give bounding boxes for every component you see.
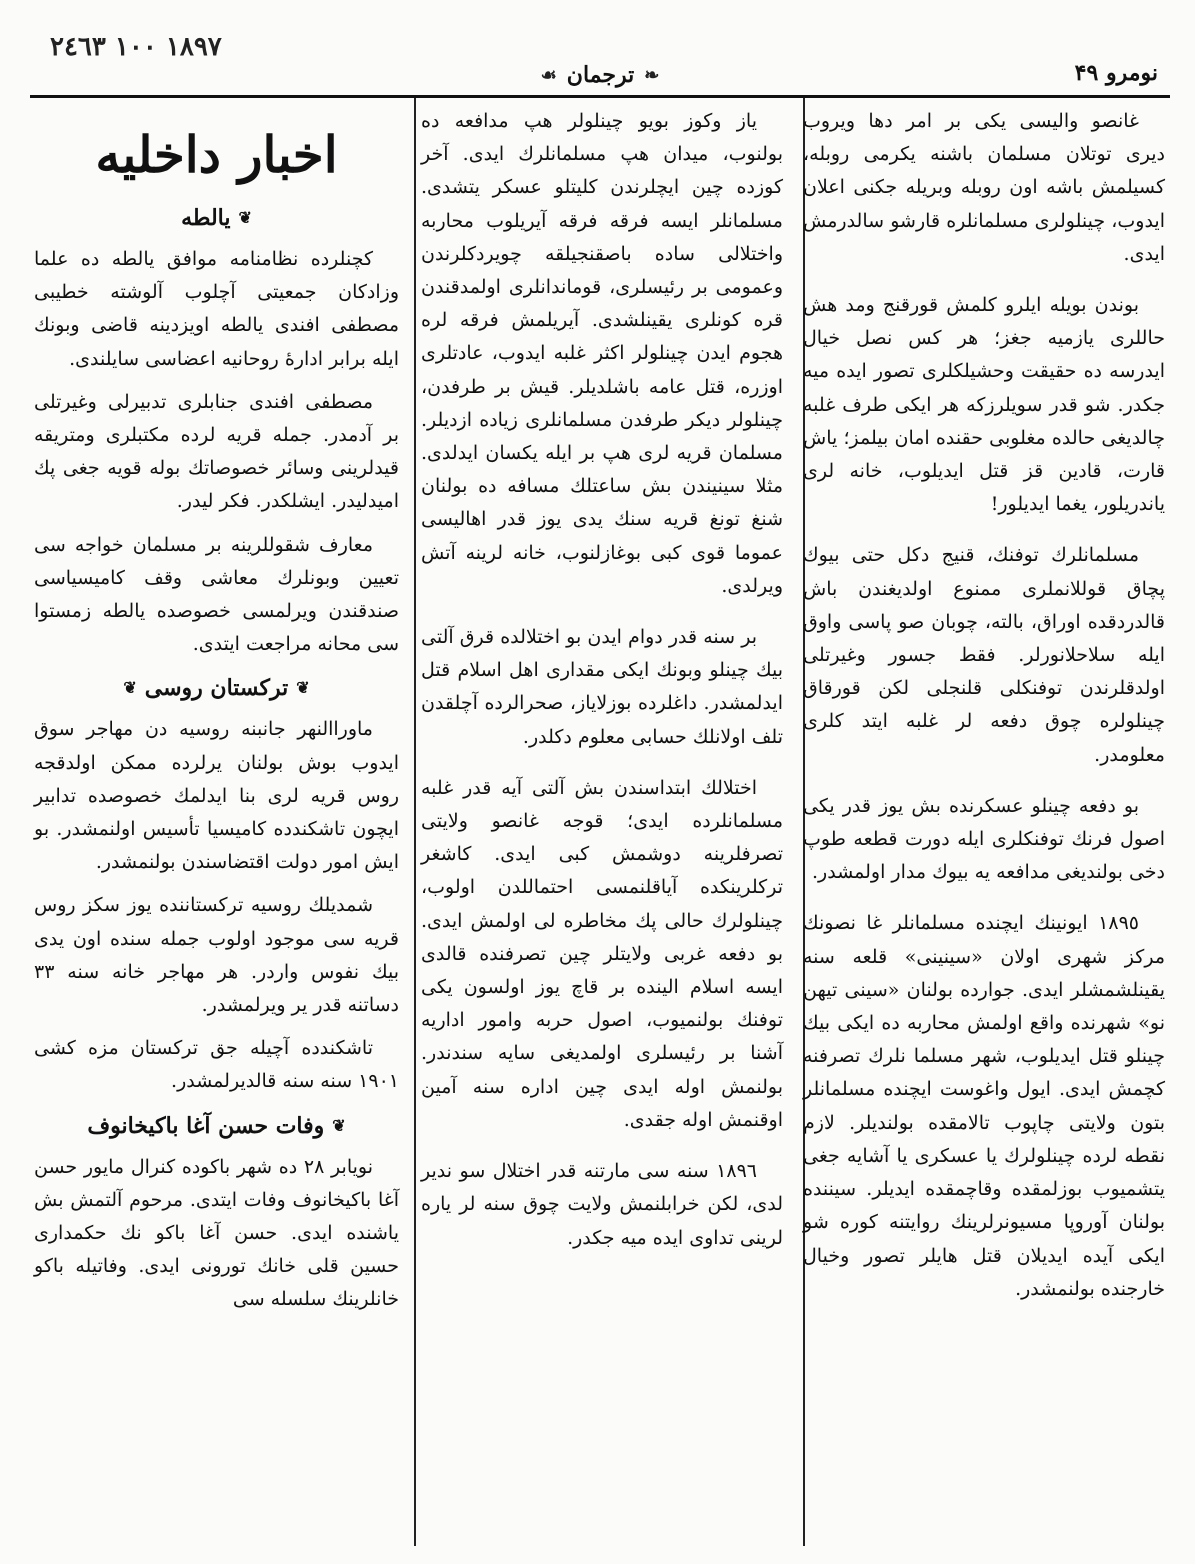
subheading-text: يالطه — [181, 205, 231, 231]
article-paragraph: مسلمانلرك توفنك، قنيج دكل حتى بيوك پچاق قوللانملرى ممنوع اولديغندن باش قالدردقده اوراق، بالته، چوبان صو پاسى واوق ايله سلاحلانورلر. فقط جسور وغيرتلى اولدقلرندن توفنكلى قلنجلى لكن قورقاق چينلولره چوق دفعه لر غلبه ايتد كلرى معلومدر. — [803, 544, 1165, 766]
article-paragraph: شمديلك روسيه تركستاننده يوز سكز روس قريه سى موجود اولوب جمله سنده اون يدى بيك نفوس واردر. هر مهاجر خانه سنه ٣٣ دساتنه قدر ير ويرلمشدر. — [34, 894, 399, 1017]
newspaper-title-text: ترجمان — [566, 62, 635, 88]
ornament-icon: ❦ — [332, 1115, 346, 1135]
article-paragraph: ياز وكوز بويو چينلولر هپ مدافعه ده بولنوب، ميدان هپ مسلمانلرك ايدى. آخر كوزده چين ايچلرندن كليتلو عسكر يتشدى. مسلمانلر ايسه فرقه فرقه آيريلوب محاربه واختلالى ساده باصقنجيلقه چويردكلرندن وعمومى بر رئيسلرى، قوماندانلرى اولمدقندن قره كونلرى يقينلشدى. آيريلمش فرقه لره هجوم ايدن چينلولر اكثر غلبه ايدوب، عادتلرى اوزره، قتل عامه باشلديلر. قيش بر طرفدن، چينلولر ديكر طرفدن مسلمانلرى زياده ازديلر. مسلمان قريه لرى هپ بر ايله يكسان ايدلدى. مثلا سينيندن بش ساعتلك مسافه ده بولنان شنغ تونغ قريه سنك يدى يوز قدر اهاليسى عموما قوى كبى بوغازلنوب، خانه لرينه آتش ويرلدى. — [421, 110, 783, 597]
newspaper-title — [541, 62, 660, 88]
column-right — [803, 105, 1165, 1546]
article-paragraph: بو دفعه چينلو عسكرنده بش يوز قدر يكى اصول فرنك توفنكلرى ايله دورت قطعه طوپ دخى بولنديغى مدافعه يه بيوك مدار اولمشدر. — [803, 794, 1165, 884]
ornament-right-icon: ❧ — [644, 64, 660, 86]
masthead — [30, 20, 1170, 90]
ornament-icon: ❦ — [123, 678, 137, 698]
handwritten-mark: ١٨٩٧ ١٠٠ ٢٤٦٣ — [50, 32, 222, 62]
subheading-text: تركستان روسى — [144, 675, 289, 702]
ornament-icon: ❦ — [238, 208, 252, 227]
ornament-icon: ❦ — [296, 678, 310, 698]
article-paragraph: نويابر ٢٨ ده شهر باكوده كنرال مايور حسن آغا باكيخانوف وفات ايتدى. مرحوم آلتمش بش ياشنده ايدى. حسن آغا باكو نك حكمدارى حسين قلى خانك تورونى ايدى. وفاتيله باكو خانلرينك سلسله سى — [34, 1155, 399, 1311]
article-paragraph: بوندن بويله ايلرو كلمش قورقنج ومد هش حاللرى يازميه جغز؛ هر كس نصل خيال ايدرسه ده حقيقت وحشيلكلرى تصور ايده ميه جكدر. شو قدر سويلرزكه هر ايكى طرف غلبه چالديغى حالده مغلوبى حقنده امان بيلمز؛ ياش قارت، قادين قز قتل ايديلوب، خانه لرى ياندريلور، يغما ايديلور! — [803, 294, 1165, 516]
article-paragraph: تاشكندده آچيله جق تركستان مزه كشى ١٩٠١ سنه سنه قالديرلمشدر. — [34, 1037, 399, 1093]
article-paragraph: ١٨٩٦ سنه سى مارتنه قدر اختلال سو ندير لدى، لكن خرابلنمش ولايت چوق سنه لر ياره لرينى تداوى ايده ميه جكدر. — [421, 1160, 783, 1249]
column-middle — [421, 105, 783, 1546]
article-paragraph: بر سنه قدر دوام ايدن بو اختلالده قرق آلتى بيك چينلو وبونك ايكى مقدارى اهل اسلام قتل ايدلمشدر. داغلرده بوزلاياز، صحرالرده آچلقدن تلف اولانلك حسابى معلوم دكلدر. — [421, 626, 783, 748]
article-paragraph: غانصو واليسى يكى بر امر دها ويروب ديرى توتلان مسلمان باشنه يكرمى روبله، كسيلمش باشه اون روبله وبريله جكنى اعلان ايدوب، چينلولرى مسلمانلره قارشو سالدرمش ايدى. — [803, 110, 1165, 265]
section-heading: اخبار داخليه — [95, 125, 338, 184]
subheading-turkestan — [34, 671, 399, 705]
subheading-obituary — [34, 1109, 399, 1143]
article-paragraph: كچنلرده نظامنامه موافق يالطه ده علما وزادكان جمعيتى آچلوب آلوشته خطيبى مصطفى افندى يالطه اويزدينه قاضى وبونك ايله برابر ادارهٔ روحانيه اعضاسى سايلندى. — [34, 248, 399, 370]
column-left — [34, 105, 399, 1546]
article-paragraph: مصطفى افندى جنابلرى تدبيرلى وغيرتلى بر آدمدر. جمله قريه لرده مكتبلرى ومتريقه قيدلرينى وسائر خصوصاتك بوله قويه جغى پك اميدليدر. ايشلكدر. فكر ليدر. — [34, 390, 399, 513]
article-paragraph: ماوراالنهر جانبنه روسيه دن مهاجر سوق ايدوب بوش بولنان يرلرده ممكن اولدقجه روس قريه لرى بنا ايدلمك خصوصده تدابير ايچون تاشكندده كاميسيا تأسيس اولنمشدر. بو ايش امور دولت اقتضاسندن بولنمشدر. — [34, 718, 399, 874]
subheading-text: وفات حسن آغا باكيخانوف — [87, 1112, 325, 1139]
column-divider-left — [414, 98, 416, 1546]
article-paragraph: اختلالك ابتداسندن بش آلتى آيه قدر غلبه مسلمانلرده ايدى؛ قوجه غانصو ولايتى تصرفلرينه دوشمش كبى ايدى. كاشغر تركلرينكده آياقلنمسى احتماللدن اولوب، چينلولرك حالى پك مخاطره لى اولمش ايدى. بو دفعه غربى ولايتلر چين تصرفنده قالدى ايسه اسلام الينده بر قاچ يوز اولسون يكى توفنك بولنميوب، اصول حربه وامور اداريه آشنا بر رئيسلرى اولمديغى سايه سندندر. بولنمش اوله ايدى چين اداره سنه آمين اوقنمش اوله جقدى. — [421, 776, 783, 1131]
article-paragraph: معارف شقوللرينه بر مسلمان خواجه سى تعيين وبونلرك معاشى وقف كاميسياسى صندقندن ويرلمسى خصوصده يالطه زمستوا سى محانه مراجعت ايتدى. — [34, 533, 399, 656]
article-paragraph: ١٨٩٥ ايونينك ايچنده مسلمانلر غا نصونك مركز شهرى اولان «سينينى» قلعه سنه يقينلشمشلر ايدى. جوارده بولنان «سينى تيهن نو» شهرنده واقع اولمش محاربه ده ايكى بيك چينلو قتل ايديلوب، شهر مسلما نلرك تصرفنه كچمش ايدى. ايول واغوست ايچنده مسلمانلر بتون ولايتى چاپوب تالامقده بولنديلر. لازم نقطه لرده چينلولرك يا عسكرى يا آشايه جغى يتشميوب بوزلمقده وقاچمقده ايديلر. سيننده بولنان آوروپا مسيونرلرينك روايتنه كوره شو ايكى آيده ايديلان قتل هايلر تصور وخيال خارجنده بولنمشدر. — [803, 912, 1165, 1300]
ornament-left-icon: ☙ — [540, 64, 557, 86]
subheading-yalta — [34, 201, 399, 235]
header-rule — [30, 95, 1170, 98]
issue-number: نومرو ۴۹ — [1074, 60, 1158, 86]
